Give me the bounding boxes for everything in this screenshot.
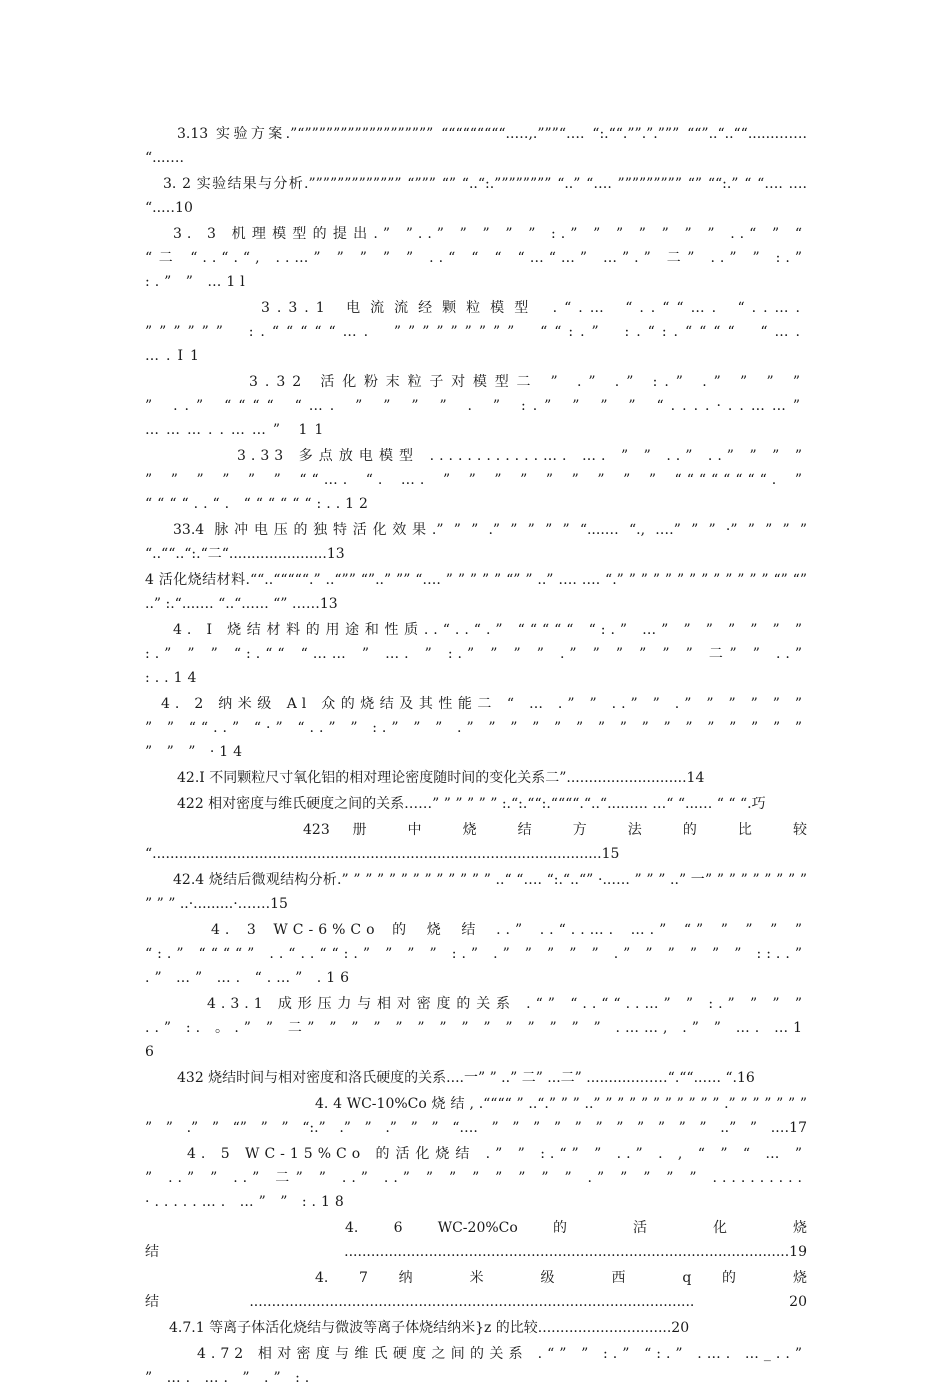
- toc-entry-4-7-2[interactable]: 4.72 相对密度与维氏硬度之间的关系 .“” ” :.” “:.” .…. …_..” ” …. …. ” .” :.: [145, 1346, 807, 1386]
- toc-entry-4-4[interactable]: 4. 4 WC-10%Co 烧 结 , .““““ ” ..“.” ” ” ..” ” ” ” ” ” ” ” ” ” ” .” ” ” ” ” ” ” ” ” .” ” “” ” ” “:.” .” ” .” ” ” “…. ” ” ” ” ” ” ” ” ” ” ” ..” ” .…17: [145, 1096, 807, 1136]
- toc-entry-3-3-1[interactable]: 3.3.1 电流流经颗粒模型 .“.… “..““…. “..…. ”””””” :.“““““…. ””””””””” ““:.” :.“:.““““ “…. ….I1: [145, 300, 807, 364]
- toc-entry-3-3[interactable]: 3. 3 机理模型的提出.” ”..” ” ” ” ” :.” ” ” ” ” ” ” ..“ ” “ “二 “..“.“, ..…” ” ” ” ” ..“ “ “ “…“…” …”.” 二” ..” ” :.” :.” ” …1l: [145, 226, 807, 290]
- toc-entry-3-3-2[interactable]: 3.32 活化粉末粒子对模型二 ” .” .” :.” .” ” ” ” ” ..” ““““ “…. ” ” ” ” . ” :.” ” ” ” “....·..……” ………..……” 11: [145, 374, 807, 438]
- toc-entry-4-6[interactable]: 4. 6 WC-20%Co 的 活 化 烧 结....................................................................................................19: [145, 1220, 807, 1260]
- toc-entry-4-7[interactable]: 4. 7 纳 米 级 西 q 的 烧 结.................................................................................................... 20: [145, 1270, 807, 1310]
- toc-entry-4-2-2[interactable]: 422 相对密度与维氏硬度之间的关系……” ” ” ” ” ” :.“:.““:.““““.“..“.....…. …“ “...… “ “ “.巧: [177, 796, 766, 812]
- toc-entry-4-2-3[interactable]: 423 册 中 烧 结 方 法 的 比 较 “.....................................................................................................15: [145, 822, 807, 862]
- toc-entry-4[interactable]: 4 活化烧结材料.““..“““““.” ..“”” “”..” ”” “…. ” ” ” ” ” “” ” ..” …. …. “.” ” ” ” ” ” ” ” ” ” ” ” ” “” “” ..” :.“...…. “..“..…. “” ……13: [145, 572, 807, 612]
- toc-entry-4-2-1[interactable]: 42.I 不同颗粒尺寸氧化铝的相对理论密度随时间的变化关系二”...........................14: [177, 770, 705, 786]
- toc-entry-4-3[interactable]: 4. 3 WC-6%Co 的 烧 结 ..” ..“..…. ….” “” ” ” ” ” “:.” ““““” ..“..““:.” ” ” ” :.” .” ” ” ” ” .” ” ” ” ” ” ::..” .” …” …. “.…” .16: [145, 922, 807, 986]
- toc-entry-4-3-2[interactable]: 432 烧结时间与相对密度和洛氏硬度的关系....一” ” ..” 二” ...二” ............……“.““..…. “.16: [177, 1070, 755, 1086]
- toc-entry-4-1[interactable]: 4. I 烧结材料的用途和性质..“..“.” “““““ “:.” …” ” ” ” ” ” ” :.” ” ” “:.““ “…… ” …. ” :.” ” ” ” .” ” ” ” ” ” 二” ” ..” :..14: [145, 622, 807, 686]
- table-of-contents: [145, 122, 807, 1392]
- toc-entry-3-2[interactable]: 3. 2 实验结果与分析.””””””””””””” “””” “” “..“:.”””””””” “..” “…. ””””””””” “” ““:.” “ “…. …. “..…10: [145, 176, 807, 216]
- toc-entry-4-5[interactable]: 4. 5 WC-15%Co 的活化烧结 .” ” :.“” ” ..” . , “ ” “ … ” ” ..” ” ..” 二” ” ..” ..” ” ” ” ” ” ” ” .” ” ” ” ” ..........·.....…. …” ” :.18: [145, 1146, 807, 1210]
- toc-entry-4-7-1[interactable]: 4.7.1 等离子体活化烧结与微波等离子体烧结纳米}z 的比较..............................20: [169, 1320, 690, 1336]
- toc-entry-4-2[interactable]: 4. 2 纳米级 Al 众的烧结及其性能二 “ … .” ” ..” ” .” ” ” ” ” ” ” ” ““..” “·” “..” ” :.” ” ” .” ” ” ” ” ” ” ” ” ” ” ” ” ” ” ” ” ” ” ·14: [145, 696, 807, 760]
- toc-entry-4-3-1[interactable]: 4.3.1 成形压力与相对密度的关系 .“” “..““..…” ” :.” ” ” ” ..” :. 。.” ” 二” ” ” ” ” ” ” ” ” ” ” ” ” ” .……, .” ” …. …16: [145, 996, 807, 1060]
- toc-entry-3-3-4[interactable]: 33.4 脉冲电压的独特活化效果.” ” ” .” ” ” ” ” “....… “., .…” ” ” ·” ” ” ” ” “..““..“:.“二“......................13: [145, 522, 807, 562]
- toc-entry-4-2-4[interactable]: 42.4 烧结后微观结构分析.” ” ” ” ” ” ” ” ” ” ” ” ” ..“ “…. “:.“..“” ·..…. ” ” ” ..” 一” ” ” ” ” ” ” ” ” ” ” ” ..·.........·…….15: [145, 872, 807, 912]
- toc-entry-3-3-3[interactable]: 3.33 多点放电模型 ............…. …. ” ” ..” ..” ” ” ” ” ” ” ” ” ” ““…. “. …. ” ” ” ” ” ” ” ” ” ““““““““. ” ““““..“. ““““““:..12: [145, 448, 807, 512]
- toc-entry-3-1-3[interactable]: 3.13 实验方案.”“”””””””””””””””””” “““““““““..…,.”””“…. “:.““.””.”.””” ““”..“..““......……. “...….: [145, 126, 807, 166]
